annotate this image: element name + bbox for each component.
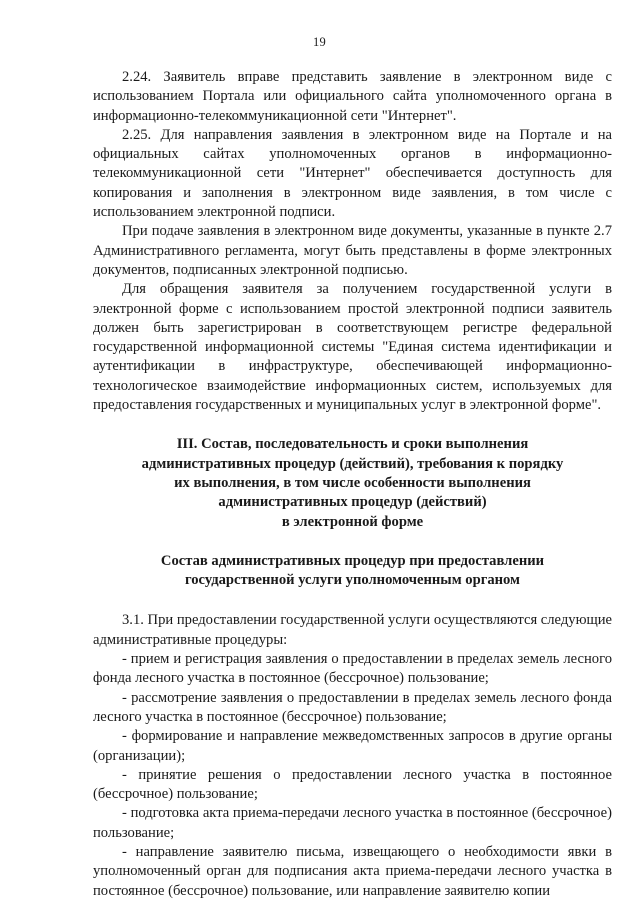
- paragraph-2-24: 2.24. Заявитель вправе представить заявление в электронном виде с использованием Портала или официального сайта уполномоченного органа в информационно-телекоммуникационной сети "Интернет".: [93, 69, 612, 124]
- section-title-line: административных процедур (действий): [218, 494, 487, 511]
- section-title-line: в электронной форме: [281, 513, 424, 530]
- subsection-title: [93, 552, 612, 591]
- list-item-procedure: - прием и регистрация заявления о предоставлении в пределах земель лесного фонда лесного участка в постоянное (бессрочное) пользование;: [93, 651, 612, 687]
- paragraph-2-25: 2.25. Для направления заявления в электронном виде на Портале и на официальных сайтах уполномоченных органов в информационно-телекоммуникационной сети "Интернет" обеспечивается доступность для копирования и заполнения в электронном виде заявления, в том числе с использованием электронной подписи.: [93, 126, 612, 221]
- section-title-line: административных процедур (действий), требования к порядку: [141, 455, 564, 472]
- list-item-procedure: - формирование и направление межведомственных запросов в другие органы (организации);: [93, 728, 612, 764]
- list-item-procedure: - направление заявителю письма, извещающего о необходимости явки в уполномоченный орган для подписания акта приема-передачи лесного участка в постоянное (бессрочное) пользование, или направление заявителю копии: [93, 843, 612, 899]
- section-title-line: их выполнения, в том числе особенности выполнения: [174, 474, 531, 491]
- paragraph-esia-registration: Для обращения заявителя за получением государственной услуги в электронной форме с использованием простой электронной подписи заявитель должен быть зарегистрирован в соответствующем регистре федеральной государственной информационной системы "Единая система идентификации и аутентификации в инфраструктуре, обеспечивающей информационно-технологическое взаимодействие информационных систем, используемых для предоставления государственных и муниципальных услуг в электронной форме".: [93, 281, 612, 414]
- page-number: 19: [312, 35, 327, 49]
- subsection-title-line: государственной услуги уполномоченным органом: [185, 572, 520, 589]
- list-item-procedure: - принятие решения о предоставлении лесного участка в постоянное (бессрочное) пользование;: [93, 766, 612, 803]
- document-body: [93, 68, 612, 901]
- list-item-procedure: - подготовка акта приема-передачи лесного участка в постоянное (бессрочное) пользование;: [93, 805, 612, 841]
- paragraph-3-1: 3.1. При предоставлении государственной услуги осуществляются следующие административные процедуры:: [93, 612, 612, 648]
- section-title-line: III. Состав, последовательность и сроки выполнения: [176, 436, 529, 453]
- list-item-procedure: - рассмотрение заявления о предоставлении в пределах земель лесного фонда лесного участка в постоянное (бессрочное) пользование;: [93, 689, 612, 725]
- section-title: [93, 435, 612, 531]
- subsection-title-line: Состав административных процедур при предоставлении: [160, 552, 545, 569]
- paragraph-electronic-documents: При подаче заявления в электронном виде документы, указанные в пункте 2.7 Административного регламента, могут быть представлены в форме электронных документов, подписанных электронной подписью.: [93, 223, 612, 278]
